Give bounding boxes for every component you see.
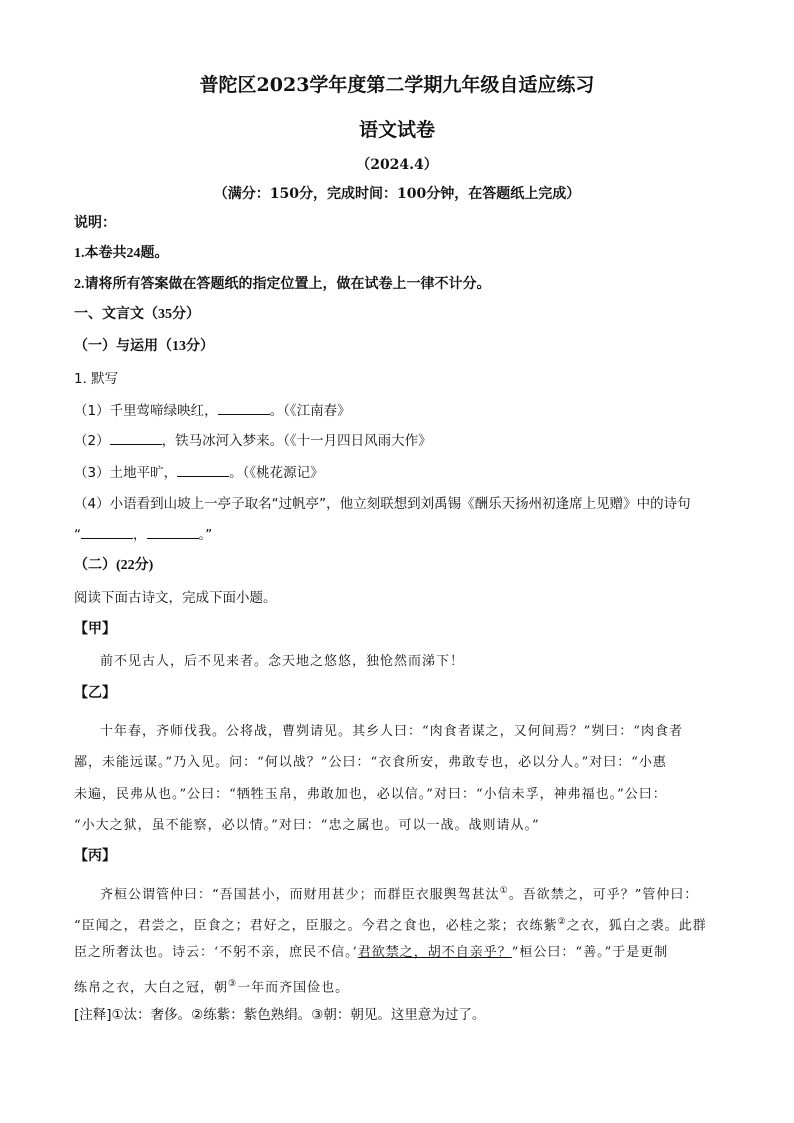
section-heading-classical: 一、文言文（35分） (74, 307, 200, 322)
bing-line-2 (74, 912, 734, 936)
q1-item-4: （4）小语看到山坡上一亭子取名“过帆亭”，他立刻联想到刘禹锡《酬乐天扬州初逢席上见赠》中的诗句 (74, 496, 691, 512)
part2-heading: （二）(22分) (74, 558, 154, 573)
bing-label: 【丙】 (74, 849, 116, 864)
q1-item-2-label: （2） (74, 433, 110, 449)
q1-item-3-text: （3）土地平旷， (74, 465, 178, 481)
note-marker: ③ (228, 979, 238, 989)
answer-blank[interactable] (218, 400, 270, 415)
bing-line-4 (74, 974, 734, 998)
q1-item-2 (74, 430, 734, 451)
bing-line-2-text: “臣闻之，君尝之，臣食之；君好之，臣服之。今君之食也，必桂之浆；衣练紫 (74, 918, 558, 934)
bing-line-1-rest: 。吾欲禁之，可乎？”管仲曰： (508, 887, 699, 903)
part1-heading: （一）与运用（13分） (74, 339, 214, 354)
yi-line-1: 十年春，齐师伐我。公将战，曹刿请见。其乡人曰：“肉食者谋之，又何间焉？”刿曰：“肉食者 (100, 724, 683, 739)
yi-label: 【乙】 (74, 686, 116, 701)
bing-line-3-text: 臣之所奢汰也。诗云：‘不躬不亲，庶民不信。’ (74, 945, 358, 960)
q1-item-3-source: 。（《桃花源记》 (229, 465, 324, 481)
q1-item-1-text: （1）千里莺啼绿映红， (74, 403, 218, 419)
exam-date: （2024.4） (356, 157, 438, 173)
exam-title: 普陀区2023学年度第二学期九年级自适应练习 (199, 74, 595, 96)
bing-line-2-rest: 之衣，狐白之裘。此群 (566, 918, 707, 934)
q1-item-2-text: ，铁马冰河入梦来。（《十一月四日风雨大作》 (161, 433, 432, 449)
exam-full-marks: （满分：150分，完成时间：100分钟，在答题纸上完成） (213, 186, 581, 202)
answer-blank[interactable] (147, 524, 199, 539)
exam-subtitle: 语文试卷 (358, 119, 435, 141)
underlined-sentence: 君欲禁之，胡不自亲乎？ (357, 945, 512, 960)
quote-open: “ (74, 527, 81, 543)
bing-line-3-rest: ”桓公曰：“善。”于是更制 (511, 945, 669, 960)
note-marker: ① (499, 886, 509, 896)
quote-close: 。” (198, 527, 213, 543)
notes-item-2: 2.请将所有答案做在答题纸的指定位置上，做在试卷上一律不计分。 (74, 277, 491, 292)
yi-line-2: 鄙，未能远谋。”乃入见。问：“何以战？”公曰：“衣食所安，弗敢专也，必以分人。”对曰：“小惠 (74, 755, 667, 770)
notes-label: 说明： (74, 216, 116, 231)
q1-item-1-source: 。（《江南春》 (269, 403, 351, 419)
bing-line-4-text: 练帛之衣，大白之冠，朝 (74, 980, 229, 996)
annotation: [注释]①汰：奢侈。②练紫：紫色熟绢。③朝：朝见。这里意为过了。 (74, 1007, 486, 1023)
jia-text: 前不见古人，后不见来者。念天地之悠悠，独怆然而涕下！ (100, 654, 465, 669)
q1-label: 1. 默写 (74, 371, 119, 387)
yi-line-4: “小大之狱，虽不能察，必以情。”对曰：“忠之属也。可以一战。战则请从。” (74, 818, 540, 833)
answer-blank[interactable] (81, 524, 133, 539)
answer-blank[interactable] (177, 462, 229, 477)
q1-item-4-blanks (74, 524, 734, 545)
bing-line-3 (74, 943, 734, 963)
note-marker: ② (557, 917, 567, 927)
quote-comma: ， (133, 527, 147, 543)
jia-label: 【甲】 (74, 622, 116, 637)
bing-line-4-rest: 一年而齐国俭也。 (237, 980, 350, 996)
yi-line-3: 未遍，民弗从也。”公曰：“牺牲玉帛，弗敢加也，必以信。”对曰：“小信未孚，神弗福也。”公曰： (74, 787, 667, 802)
read-prompt: 阅读下面古诗文，完成下面小题。 (74, 590, 277, 606)
q1-item-3 (74, 462, 734, 483)
notes-item-1: 1.本卷共24题。 (74, 246, 169, 261)
bing-line-1 (74, 881, 734, 905)
q1-item-1 (74, 400, 734, 421)
answer-blank[interactable] (110, 430, 162, 445)
bing-line-1-text: 齐桓公谓管仲曰：“吾国甚小，而财用甚少；而群臣衣服舆驾甚汰 (100, 887, 500, 903)
